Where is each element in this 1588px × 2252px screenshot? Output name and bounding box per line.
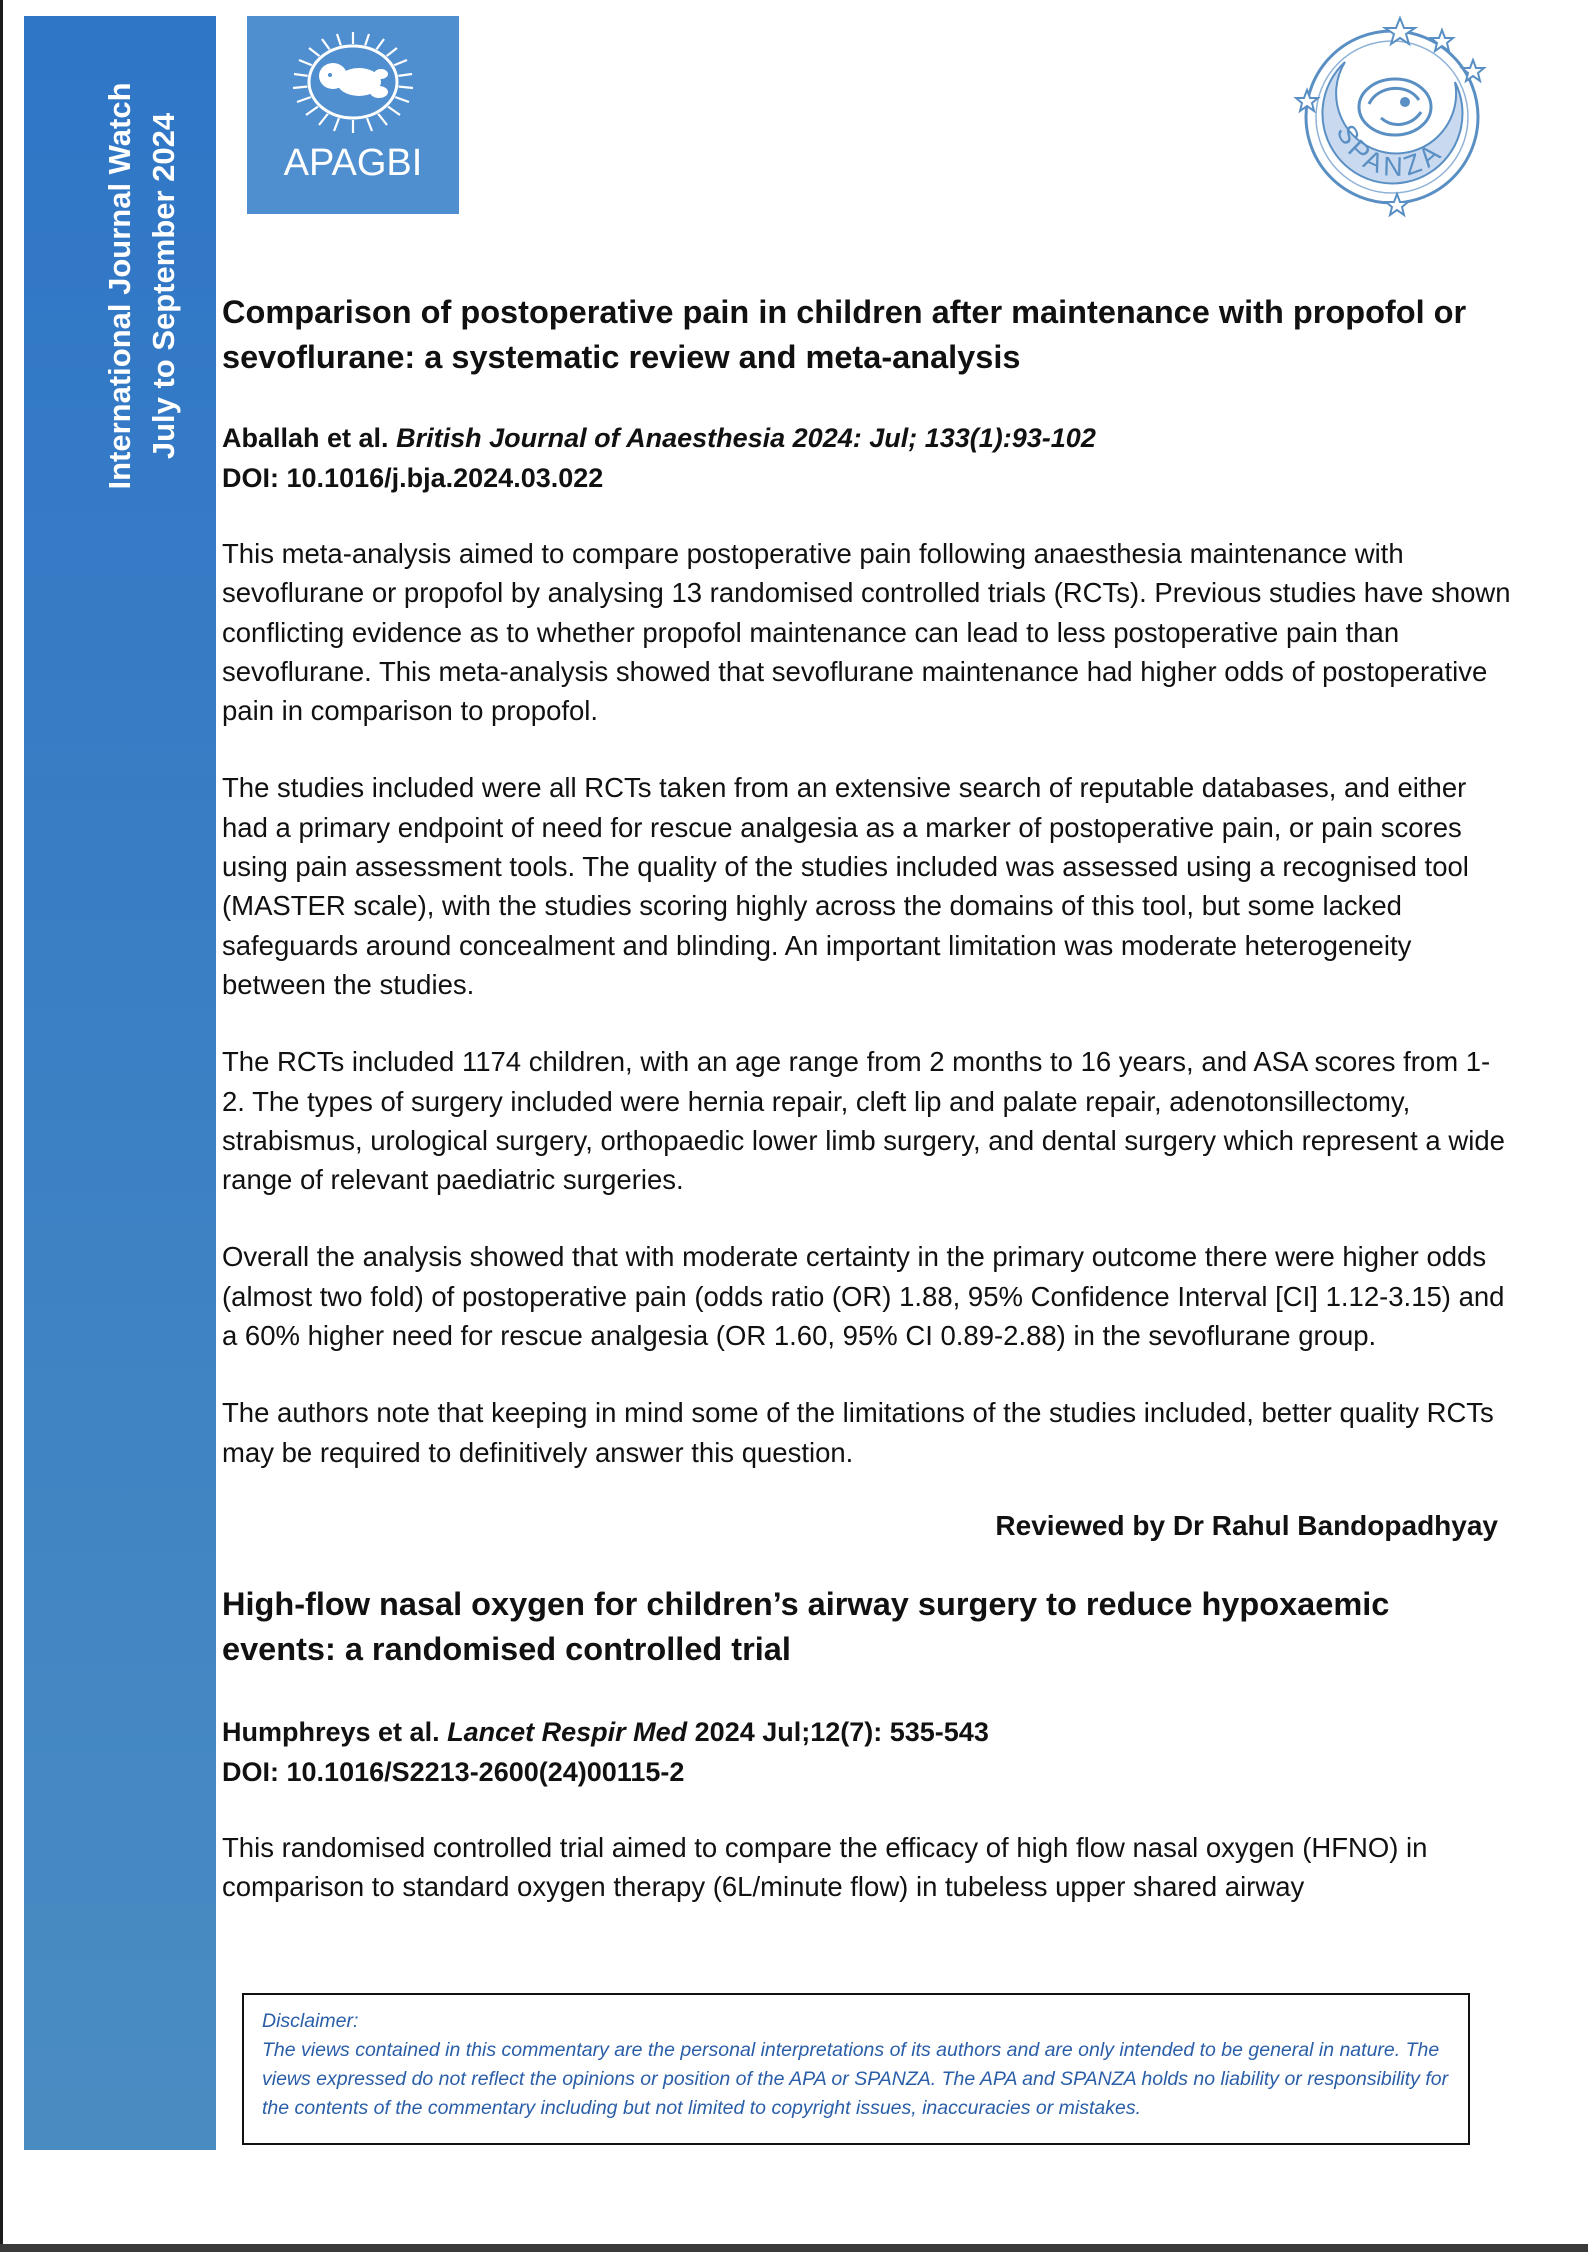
article-2-citation xyxy=(222,1712,1512,1752)
sidebar-line-2: July to September 2024 xyxy=(146,112,181,460)
article-1-doi-label: DOI: xyxy=(222,463,279,493)
article-1-doi-line xyxy=(222,458,1512,498)
article-1-paragraph-5: The authors note that keeping in mind some of the limitations of the studies included, better quality RCTs may be required to definitively answer this question. xyxy=(222,1397,1494,1468)
article-2-authors: Humphreys et al. xyxy=(222,1716,440,1747)
article-1-title: Comparison of postoperative pain in children after maintenance with propofol or sevoflurane: a systematic review and meta-analysis xyxy=(222,294,1467,375)
article-column xyxy=(222,290,1512,1907)
sidebar-title xyxy=(98,56,186,516)
article-2-doi-label: DOI: xyxy=(222,1756,279,1787)
article-1-paragraph-3: The RCTs included 1174 children, with an age range from 2 months to 16 years, and ASA scores from 1-2. The types of surgery included were hernia repair, cleft lip and palate repair, adenotonsillectomy, strabismus, urological surgery, orthopaedic lower limb surgery, and dental surgery which represent a wide range of relevant paediatric surgeries. xyxy=(222,1046,1505,1196)
spanza-wordmark: SPANZA xyxy=(1330,119,1450,183)
article-1-paragraph-4: Overall the analysis showed that with moderate certainty in the primary outcome there were higher odds (almost two fold) of postoperative pain (odds ratio (OR) 1.88, 95% Confidence Interval [CI] 1.12-3.15) and a 60% higher need for rescue analgesia (OR 1.60, 95% CI 0.89-2.88) in the sevoflurane group. xyxy=(222,1241,1505,1352)
article-1-paragraph-2: The studies included were all RCTs taken from an extensive search of reputable databases, and either had a primary endpoint of need for rescue analgesia as a marker of postoperative pain, or pain scores using pain assessment tools. The quality of the studies included was assessed using a recognised tool (MASTER scale), with the studies scoring highly across the domains of this tool, but some lacked safeguards around concealment and blinding. An important limitation was moderate heterogeneity between the studies. xyxy=(222,772,1469,1000)
article-2-doi-line xyxy=(222,1752,1512,1792)
disclaimer-heading: Disclaimer: xyxy=(262,2010,359,2032)
article-2-doi: 10.1016/S2213-2600(24)00115-2 xyxy=(286,1756,685,1787)
article-1-reviewer: Reviewed by Dr Rahul Bandopadhyay xyxy=(995,1509,1498,1541)
article-2-title: High-flow nasal oxygen for children’s airway surgery to reduce hypoxaemic events: a randomised controlled trial xyxy=(222,1585,1390,1667)
apagbi-logo xyxy=(247,16,459,214)
spanza-logo xyxy=(1285,12,1500,220)
article-2-paragraph-1: This randomised controlled trial aimed to compare the efficacy of high flow nasal oxygen (HFNO) in comparison to standard oxygen therapy (6L/minute flow) in tubeless upper shared airway xyxy=(222,1831,1428,1903)
page-border-left xyxy=(0,0,3,2252)
sidebar-banner xyxy=(24,16,216,2150)
svg-text:SPANZA xyxy=(1331,120,1450,182)
baby-sun-icon xyxy=(291,30,415,134)
article-2-journal: Lancet Respir Med xyxy=(447,1716,688,1747)
apagbi-wordmark: APAGBI xyxy=(283,142,423,184)
article-1-paragraph-1: This meta-analysis aimed to compare postoperative pain following anaesthesia maintenance with sevoflurane or propofol by analysing 13 randomised controlled trials (RCTs). Previous studies have shown conflicting evidence as to whether propofol maintenance can lead to less postoperative pain than sevoflurane. This meta-analysis showed that sevoflurane maintenance had higher odds of postoperative pain in comparison to propofol. xyxy=(222,538,1511,727)
article-1-doi: 10.1016/j.bja.2024.03.022 xyxy=(286,463,604,493)
article-1-authors: Aballah et al. xyxy=(222,423,389,453)
disclaimer-body: The views contained in this commentary are the personal interpretations of its authors and are only intended to be general in nature. The views expressed do not reflect the opinions or position of the APA or SPANZA. The APA and SPANZA holds no liability or responsibility for the contents of the commentary including but not limited to copyright issues, inaccuracies or mistakes. xyxy=(262,2039,1449,2119)
page-border-bottom xyxy=(0,2244,1588,2252)
article-2-journal-details: 2024 Jul;12(7): 535-543 xyxy=(687,1716,989,1747)
article-1-citation xyxy=(222,418,1512,458)
article-1-journal: British Journal of Anaesthesia 2024: Jul; 133(1):93-102 xyxy=(396,423,1096,453)
disclaimer-box xyxy=(242,1993,1470,2145)
sidebar-line-1: International Journal Watch xyxy=(102,82,137,490)
